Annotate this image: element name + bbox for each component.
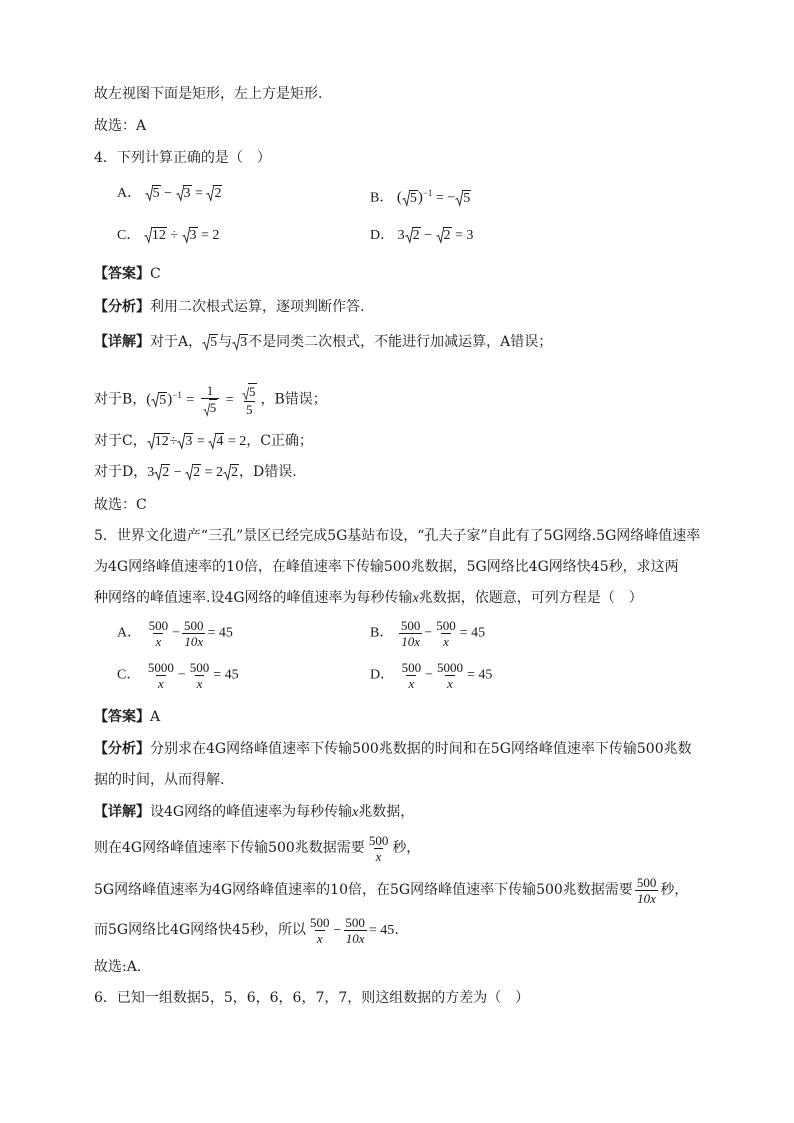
fraction: $\frac{1}{5}$ <box>201 383 220 417</box>
fraction: $\frac{500}{x}$ <box>189 660 210 691</box>
detail-line-a: 【详解】对于A， 5与 3不是同类二次根式，不能进行加减运算，A错误； <box>94 334 553 350</box>
detail-line-1: 【详解】设4G网络的峰值速率为每秒传输x兆数据， <box>94 804 415 820</box>
analysis-line-2: 据的时间，从而得解. <box>94 772 225 788</box>
detail-line-c: 对于C， 12÷ 3 = 4 = 2，C正确； <box>94 433 313 449</box>
q5-option-a: A． $\frac{500}{x}$ − $\frac{500}{10x}$ = 45 <box>117 618 233 649</box>
q5-option-c: C． $\frac{5000}{x}$ − $\frac{500}{x}$ = 45 <box>117 660 239 691</box>
fraction: $\frac{5}{5}$ <box>240 383 259 417</box>
select-line: 故选：C <box>94 497 147 513</box>
detail-line-2: 则在4G网络峰值速率下传输500兆数据需要 $\frac{500}{x}$ 秒， <box>94 832 421 864</box>
select-line: 故选：A <box>94 118 147 134</box>
analysis-line-1: 【分析】分别求在4G网络峰值速率下传输500兆数据的时间和在5G网络峰值速率下传输500兆数 <box>94 741 692 757</box>
question-6: 6．已知一组数据5，5，6，6，6，7，7，则这组数据的方差为（ ） <box>94 990 530 1006</box>
detail-line-4: 而5G网络比4G网络快45秒，所以 $\frac{500}{x}$ − $\frac{500}{10x}$ = 45. <box>94 914 399 946</box>
answer-line: 【答案】A <box>94 709 161 725</box>
analysis-line: 【分析】利用二次根式运算，逐项判断作答. <box>94 299 365 315</box>
answer-line: 【答案】C <box>94 266 161 282</box>
fraction: $\frac{500}{10x}$ <box>345 914 365 946</box>
fraction: $\frac{500}{10x}$ <box>636 874 657 906</box>
question-4: 4．下列计算正确的是（ ） <box>94 150 271 166</box>
fraction: $\frac{5000}{x}$ <box>437 660 464 691</box>
fraction: $\frac{5000}{x}$ <box>147 660 174 691</box>
fraction: $\frac{500}{10x}$ <box>400 618 421 649</box>
question-5-line-2: 为4G网络峰值速率的10倍，在峰值速率下传输500兆数据，5G网络比4G网络快45秒，求这两 <box>94 559 679 575</box>
fraction: $\frac{500}{x}$ <box>368 832 389 864</box>
q4-option-c: C． 12 ÷ 3 = 2 <box>117 228 220 244</box>
q4-option-b: B． ( 5)$^{-1}$ = − 5 <box>370 188 471 206</box>
detail-line-b: 对于B，( 5)$^{-1}$ = $\frac{1}{5}$ = $\frac{5}{5}$ ，B错误； <box>94 382 327 417</box>
q4-option-d: D． 3 2 − 2 = 3 <box>370 228 474 244</box>
q5-option-b: B． $\frac{500}{10x}$ − $\frac{500}{x}$ = 45 <box>370 618 486 649</box>
fraction: $\frac{500}{x}$ <box>436 618 456 649</box>
fraction: $\frac{500}{x}$ <box>148 618 169 649</box>
text-line: 故左视图下面是矩形，左上方是矩形. <box>94 86 323 102</box>
q5-option-d: D． $\frac{500}{x}$ − $\frac{5000}{x}$ = 45 <box>370 660 493 691</box>
detail-line-d: 对于D，3 2 − 2 = 2 2，D错误. <box>94 464 297 480</box>
question-5-line-1: 5．世界文化遗产“三孔”景区已经完成5G基站布设，“孔夫子家”自此有了5G网络.5G网络峰值速率 <box>94 528 701 544</box>
fraction: $\frac{500}{x}$ <box>401 660 422 691</box>
fraction: $\frac{500}{x}$ <box>310 914 330 946</box>
question-5-line-3: 种网络的峰值速率.设4G网络的峰值速率为每秒传输x兆数据，依题意，可列方程是（ ） <box>94 590 643 606</box>
fraction: $\frac{500}{10x}$ <box>184 618 204 649</box>
select-line: 故选:A. <box>94 959 142 975</box>
q4-option-a: A． 5 − 3 = 2 <box>117 186 222 202</box>
detail-line-3: 5G网络峰值速率为4G网络峰值速率的10倍，在5G网络峰值速率下传输500兆数据需要 $\frac{500}{10x}$ 秒， <box>94 874 689 906</box>
